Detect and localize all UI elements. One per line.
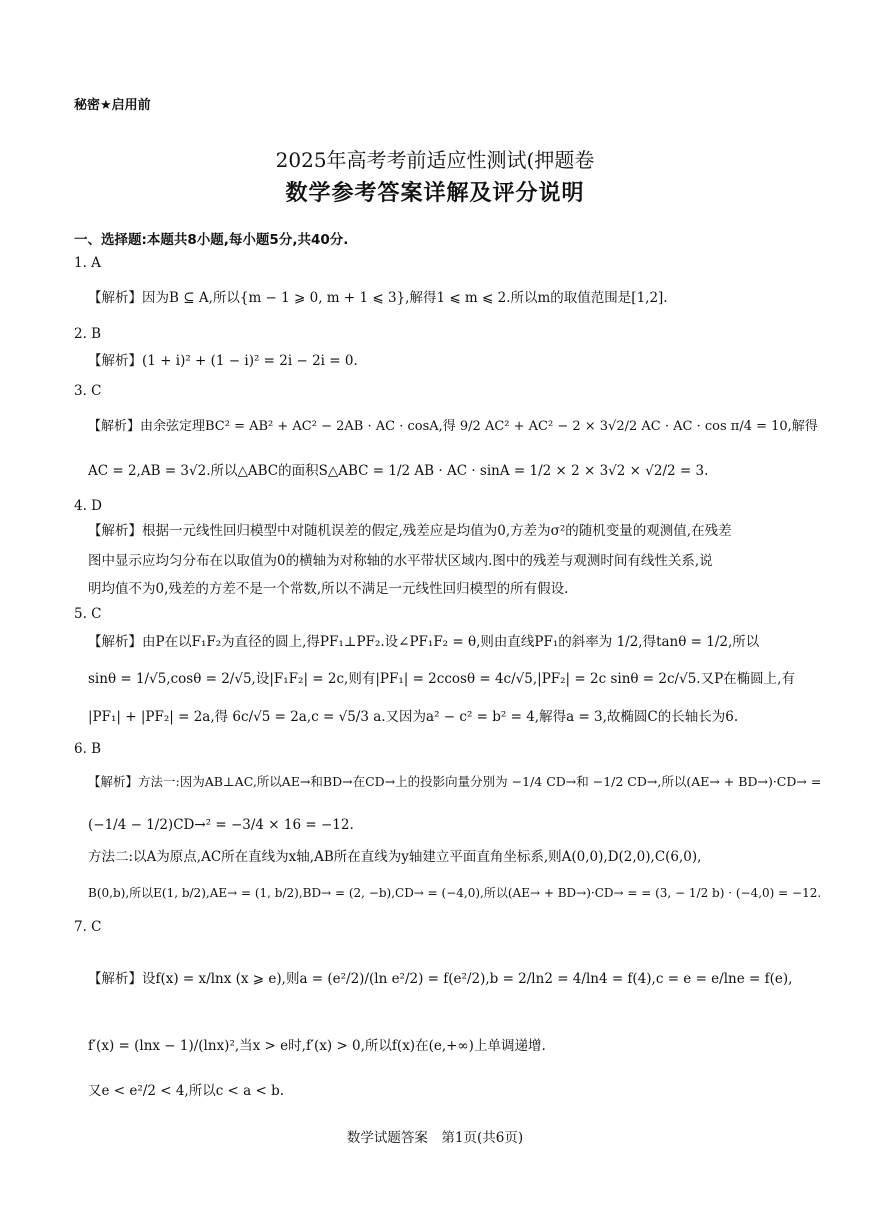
solution-line: 又e < e²/2 < 4,所以c < a < b. xyxy=(88,1083,285,1099)
answer-number: 1. A xyxy=(74,255,101,271)
solution-line: AC = 2,AB = 3√2.所以△ABC的面积S△ABC = 1/2 AB · AC · sinA = 1/2 × 2 × 3√2 × √2/2 = 3. xyxy=(88,463,709,479)
solution-line: (−1/4 − 1/2)CD→² = −3/4 × 16 = −12. xyxy=(88,817,354,833)
page-footer: 数学试题答案 第1页(共6页) xyxy=(346,1130,524,1146)
answer-number: 3. C xyxy=(74,383,102,399)
solution-line: 【解析】设f(x) = x/lnx (x ⩾ e),则a = (e²/2)/(ln e²/2) = f(e²/2),b = 2/ln2 = 4/ln4 = f(4),c = e = e/lne = f(e), xyxy=(88,971,793,987)
solution-line: 【解析】(1 + i)² + (1 − i)² = 2i − 2i = 0. xyxy=(88,353,358,369)
answer-number: 2. B xyxy=(74,326,102,342)
answer-number: 6. B xyxy=(74,741,102,757)
answer-key-title: 数学参考答案详解及评分说明 xyxy=(285,181,585,206)
answer-number: 7. C xyxy=(74,919,102,935)
confidential-label: 秘密★启用前 xyxy=(74,98,151,113)
solution-line: 【解析】由余弦定理BC² = AB² + AC² − 2AB · AC · cosA,得 9/2 AC² + AC² − 2 × 3√2/2 AC · AC · cos π/4 = 10,解得 xyxy=(88,419,818,434)
solution-line: 图中显示应均匀分布在以取值为0的横轴为对称轴的水平带状区域内.图中的残差与观测时间有线性关系,说 xyxy=(88,553,713,569)
solution-line: B(0,b),所以E(1, b/2),AE→ = (1, b/2),BD→ = (2, −b),CD→ = (−4,0),所以(AE→ + BD→)·CD→ = = (3, − 1/2 b) · (−4,0) = −12. xyxy=(88,886,822,900)
exam-title: 2025年高考考前适应性测试(押题卷 xyxy=(275,148,595,172)
solution-line: 方法二:以A为原点,AC所在直线为x轴,AB所在直线为y轴建立平面直角坐标系,则A(0,0),D(2,0),C(6,0), xyxy=(88,849,702,865)
solution-line: |PF₁| + |PF₂| = 2a,得 6c/√5 = 2a,c = √5/3 a.又因为a² − c² = b² = 4,解得a = 3,故椭圆C的长轴长为6. xyxy=(88,709,739,725)
solution-line: 明均值不为0,残差的方差不是一个常数,所以不满足一元线性回归模型的所有假设. xyxy=(88,581,569,597)
solution-line: f′(x) = (lnx − 1)/(lnx)²,当x > e时,f′(x) > 0,所以f(x)在(e,+∞)上单调递增. xyxy=(88,1038,546,1054)
solution-line: sinθ = 1/√5,cosθ = 2/√5,设|F₁F₂| = 2c,则有|PF₁| = 2ccosθ = 4c/√5,|PF₂| = 2c sinθ = 2c/√5.又P在椭圆上,有 xyxy=(88,671,795,687)
solution-line: 【解析】因为B ⊆ A,所以{m − 1 ⩾ 0, m + 1 ⩽ 3},解得1 ⩽ m ⩽ 2.所以m的取值范围是[1,2]. xyxy=(88,290,668,306)
section-heading: 一、选择题:本题共8小题,每小题5分,共40分. xyxy=(74,232,349,248)
solution-line: 【解析】方法一:因为AB⊥AC,所以AE→和BD→在CD→上的投影向量分别为 −1/4 CD→和 −1/2 CD→,所以(AE→ + BD→)·CD→ = xyxy=(88,774,822,789)
answer-number: 5. C xyxy=(74,606,102,622)
solution-line: 【解析】由P在以F₁F₂为直径的圆上,得PF₁⊥PF₂.设∠PF₁F₂ = θ,则由直线PF₁的斜率为 1/2,得tanθ = 1/2,所以 xyxy=(88,634,760,650)
solution-line: 【解析】根据一元线性回归模型中对随机误差的假定,残差应是均值为0,方差为σ²的随机变量的观测值,在残差 xyxy=(88,523,732,539)
answer-number: 4. D xyxy=(74,498,102,514)
